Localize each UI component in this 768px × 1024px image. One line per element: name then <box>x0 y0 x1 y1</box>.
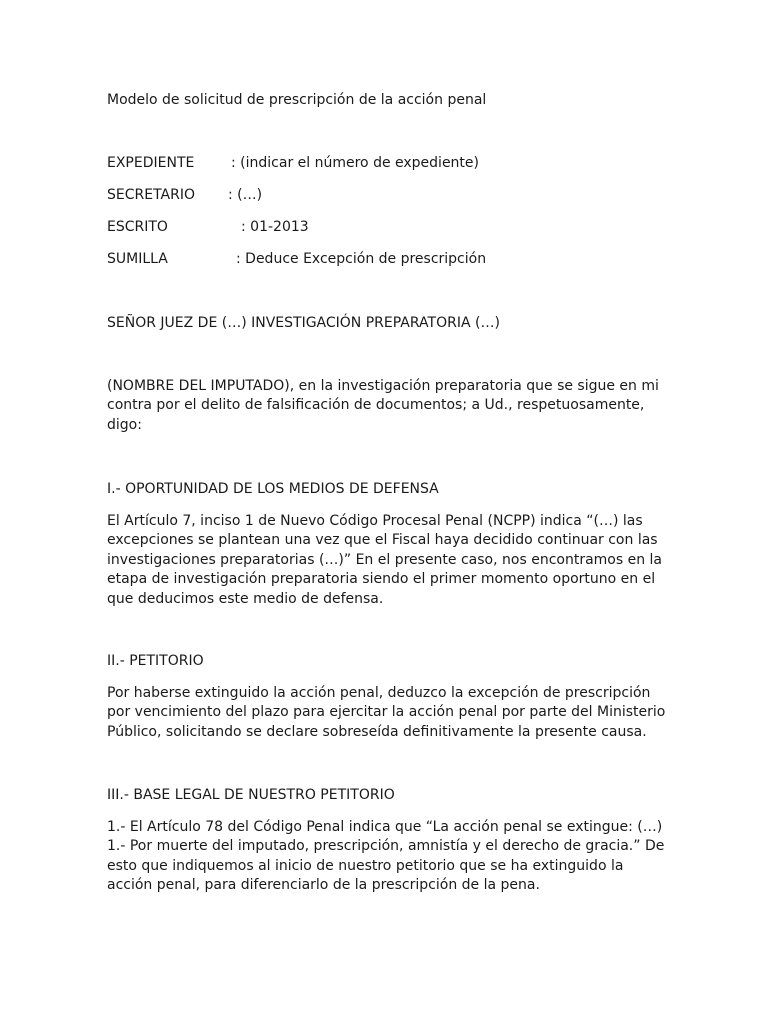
section-heading: III.- BASE LEGAL DE NUESTRO PETITORIO <box>107 787 395 803</box>
intro-paragraph: (NOMBRE DEL IMPUTADO), en la investigación preparatoria que se sigue en mi contra por el delito de falsificación de documentos; a Ud., respetuosamente, digo: <box>107 378 659 433</box>
section-body: 1.- El Artículo 78 del Código Penal indica que “La acción penal se extingue: (…) 1.- Por muerte del imputado, prescripción, amnistía y el derecho de gracia.” De esto que indiquemos al inicio de nuestro petitorio que se ha extinguido la acción penal, para diferenciarlo de la prescripción de la pena. <box>107 819 665 894</box>
field-escrito <box>107 218 309 237</box>
field-secretario <box>107 186 263 205</box>
section-body: El Artículo 7, inciso 1 de Nuevo Código Procesal Penal (NCPP) indica “(…) las excepciones se plantean una vez que el Fiscal haya decidido continuar con las investigaciones preparatorias (…)” En el presente caso, nos encontramos en la etapa de investigación preparatoria siendo el primer momento oportuno en el que deducimos este medio de defensa. <box>107 513 663 607</box>
field-expediente <box>107 154 479 173</box>
field-label: EXPEDIENTE <box>107 155 195 171</box>
field-value: : (…) <box>228 187 263 203</box>
addressee: SEÑOR JUEZ DE (…) INVESTIGACIÓN PREPARATORIA (…) <box>107 315 500 331</box>
field-label: SECRETARIO <box>107 187 195 203</box>
field-value: : 01-2013 <box>241 219 309 235</box>
field-value: : (indicar el número de expediente) <box>231 155 479 171</box>
section-heading: I.- OPORTUNIDAD DE LOS MEDIOS DE DEFENSA <box>107 481 439 497</box>
field-label: SUMILLA <box>107 251 168 267</box>
field-value: : Deduce Excepción de prescripción <box>236 251 487 267</box>
document-title: Modelo de solicitud de prescripción de la acción penal <box>107 92 487 108</box>
field-sumilla <box>107 250 487 269</box>
field-label: ESCRITO <box>107 219 168 235</box>
section-heading: II.- PETITORIO <box>107 653 204 669</box>
section-body: Por haberse extinguido la acción penal, deduzco la excepción de prescripción por vencimiento del plazo para ejercitar la acción penal por parte del Ministerio Público, solicitando se declare sobreseída definitivamente la presente causa. <box>107 685 666 740</box>
